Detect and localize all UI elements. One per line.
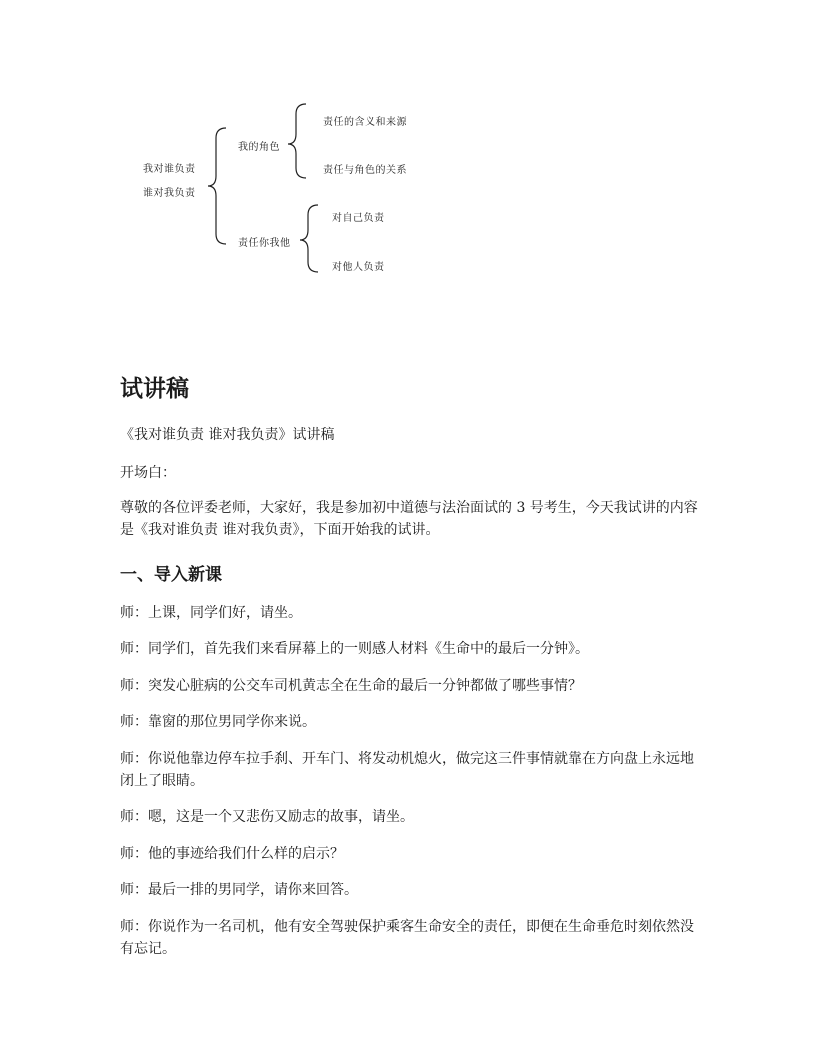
paragraph: 师：上课，同学们好，请坐。 xyxy=(120,605,302,621)
paragraph: 师：同学们，首先我们来看屏幕上的一则感人材料《生命中的最后一分钟》。 xyxy=(120,641,589,657)
diagram-branch2-child-2: 对他人负责 xyxy=(332,262,385,273)
root-bracket xyxy=(208,128,226,244)
diagram-branch2-child-1: 对自己负责 xyxy=(332,213,385,224)
diagram-branch2-label: 责任你我他 xyxy=(238,238,291,249)
paragraph: 师：嗯，这是一个又悲伤又励志的故事，请坐。 xyxy=(120,809,414,825)
diagram-branch1-label: 我的角色 xyxy=(238,142,280,153)
section-heading-intro: 一、导入新课 xyxy=(120,565,222,585)
diagram-root-line2: 谁对我负责 xyxy=(143,188,196,199)
diagram-root-line1: 我对谁负责 xyxy=(143,164,196,175)
document-title: 试讲稿 xyxy=(120,376,189,402)
document-subtitle: 《我对谁负责 谁对我负责》试讲稿 xyxy=(120,427,335,443)
paragraph: 师：靠窗的那位男同学你来说。 xyxy=(120,714,316,730)
mind-map-diagram xyxy=(0,0,816,330)
diagram-branch1-child-2: 责任与角色的关系 xyxy=(323,165,407,176)
opening-text: 尊敬的各位评委老师，大家好，我是参加初中道德与法治面试的 3 号考生，今天我试讲的内容是《我对谁负责 谁对我负责》，下面开始我的试讲。 xyxy=(120,500,698,538)
opening-label: 开场白： xyxy=(120,465,176,481)
branch2-bracket xyxy=(300,205,318,272)
paragraph: 师：突发心脏病的公交车司机黄志全在生命的最后一分钟都做了哪些事情？ xyxy=(120,678,582,694)
paragraph: 师：你说作为一名司机，他有安全驾驶保护乘客生命安全的责任，即便在生命垂危时刻依然没有忘记。 xyxy=(120,919,694,957)
paragraph: 师：他的事迹给我们什么样的启示？ xyxy=(120,846,344,862)
branch1-bracket xyxy=(288,104,306,178)
paragraph: 师：你说他靠边停车拉手刹、开车门、将发动机熄火，做完这三件事情就靠在方向盘上永远地闭上了眼睛。 xyxy=(120,751,694,789)
paragraph: 师：最后一排的男同学，请你来回答。 xyxy=(120,882,358,898)
diagram-branch1-child-1: 责任的含义和来源 xyxy=(323,117,407,128)
mind-map-brackets xyxy=(0,0,816,330)
